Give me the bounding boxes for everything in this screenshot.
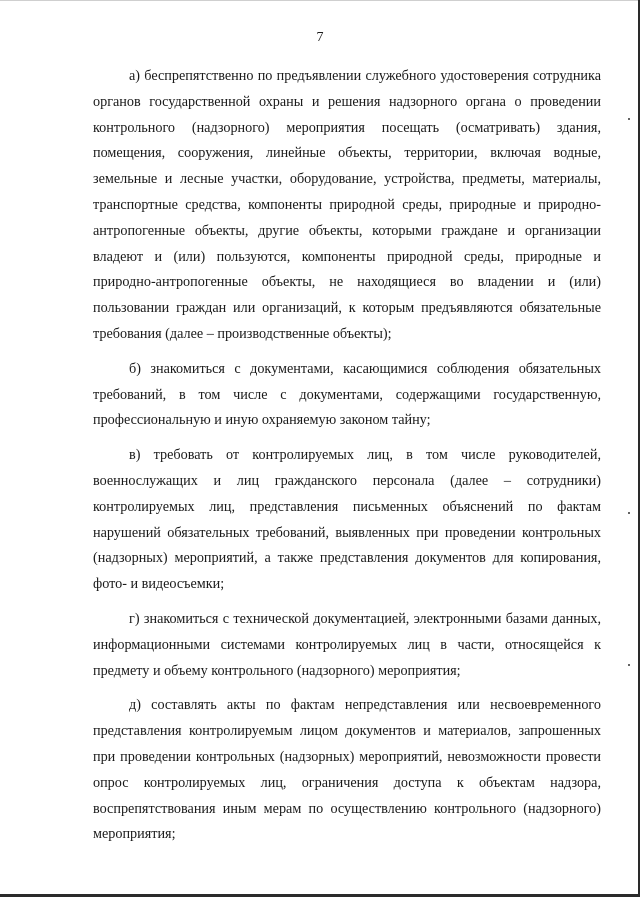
paragraph-a: а) беспрепятственно по предъявлении служебного удостоверения сотрудника органов государственной охраны и решения надзорного органа о проведении контрольного (надзорного) мероприятия посещать (осматривать) здания, помещения, сооружения, линейные объекты, территории, включая водные, земельные и лесные участки, оборудование, устройства, предметы, материалы, транспортные средства, компоненты природной среды, природные и природно-антропогенные объекты, другие объекты, которыми граждане и организации владеют и (или) пользуются, компоненты природной среды, природные и природно-антропогенные объекты, не находящиеся во владении и (или) пользовании граждан или организаций, к которым предъявляются обязательные требования (далее – производственные объекты);: [93, 68, 601, 342]
page-top-edge: [0, 0, 640, 1]
scan-artifact-dot: [628, 512, 630, 514]
scan-artifact-dot: [628, 118, 630, 120]
scan-artifact-dot: [628, 664, 630, 666]
page-number: 7: [316, 30, 324, 45]
paragraph-v: в) требовать от контролируемых лиц, в том числе руководителей, военнослужащих и лиц гражданского персонала (далее – сотрудники) контролируемых лиц, представления письменных объяснений по фактам нарушений обязательных требований, выявленных при проведении контрольных (надзорных) мероприятий, а также представления документов для копирования, фото- и видеосъемки;: [93, 447, 601, 593]
document-body: [93, 64, 601, 848]
paragraph-g: г) знакомиться с технической документацией, электронными базами данных, информационными системами контролируемых лиц в части, относящейся к предмету и объему контрольного (надзорного) мероприятия;: [93, 610, 601, 679]
paragraph-d: д) составлять акты по фактам непредставления или несвоевременного представления контролируемым лицом документов и материалов, запрошенных при проведении контрольных (надзорных) мероприятий, невозможности провести опрос контролируемых лиц, ограничения доступа к объектам надзора, воспрепятствования иным мерам по осуществлению контрольного (надзорного) мероприятия;: [93, 697, 601, 843]
paragraph-b: б) знакомиться с документами, касающимися соблюдения обязательных требований, в том числе с документами, содержащими государственную, профессиональную и иную охраняемую законом тайну;: [93, 360, 601, 429]
